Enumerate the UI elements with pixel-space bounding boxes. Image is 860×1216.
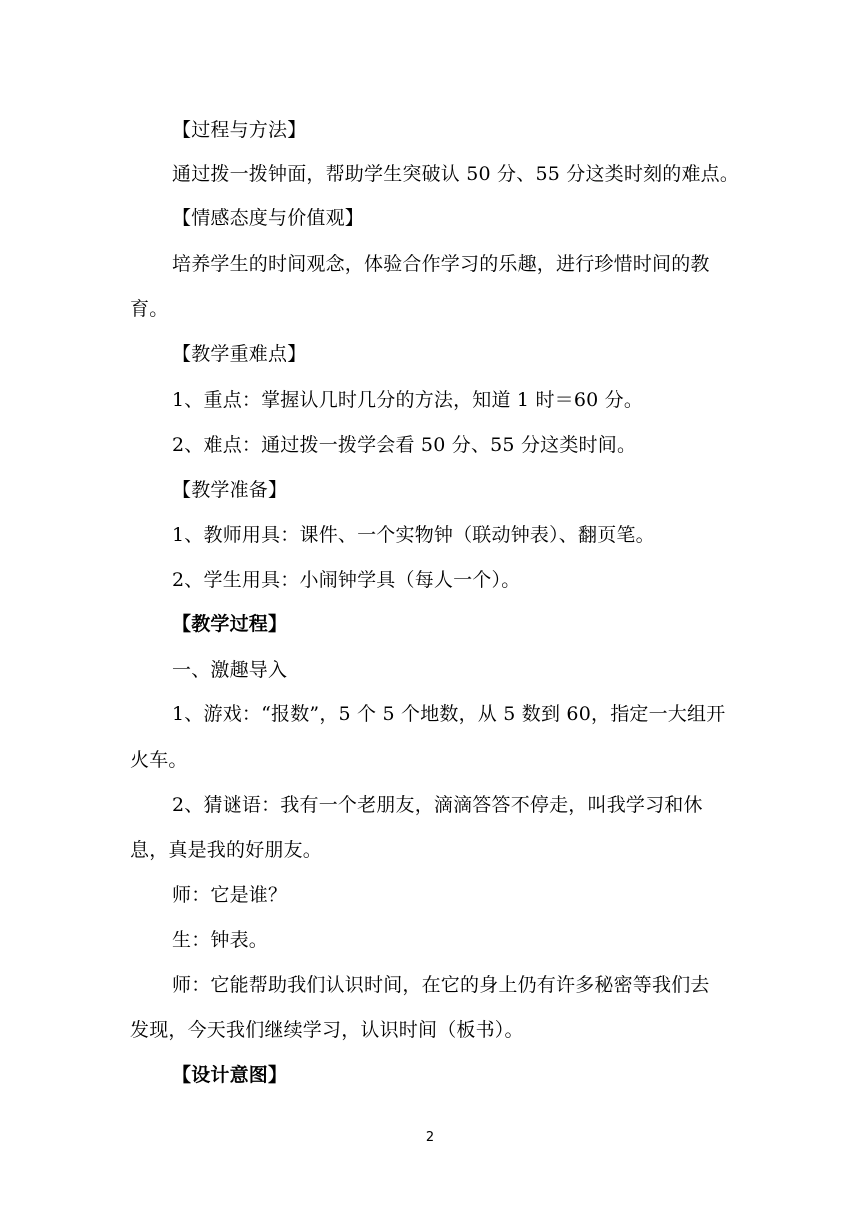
paragraph-line: 1、教师用具：课件、一个实物钟（联动钟表）、翻页笔。 [172, 524, 655, 546]
paragraph-line: 1、重点：掌握认几时几分的方法，知道 1 时＝60 分。 [172, 389, 644, 411]
heading-emotion-values: 【情感态度与价值观】 [172, 207, 365, 229]
paragraph-line: 息，真是我的好朋友。 [130, 839, 323, 861]
paragraph-line: 培养学生的时间观念，体验合作学习的乐趣，进行珍惜时间的教 [172, 253, 710, 275]
section-title: 一、激趣导入 [172, 659, 288, 681]
paragraph-line: 发现，今天我们继续学习，认识时间（板书）。 [130, 1019, 524, 1041]
heading-design-intent: 【设计意图】 [172, 1064, 288, 1086]
page-number: 2 [425, 1130, 435, 1145]
heading-key-difficulties: 【教学重难点】 [172, 343, 307, 365]
paragraph-line: 1、游戏：“报数”，5 个 5 个地数，从 5 数到 60，指定一大组开 [172, 703, 726, 725]
paragraph-line: 育。 [130, 298, 169, 320]
dialogue-line: 师：它是谁？ [172, 884, 288, 906]
paragraph-line: 火车。 [130, 749, 188, 771]
heading-process-method: 【过程与方法】 [172, 119, 307, 141]
paragraph-line: 通过拨一拨钟面，帮助学生突破认 50 分、55 分这类时刻的难点。 [172, 163, 740, 185]
heading-teaching-process: 【教学过程】 [172, 613, 288, 635]
paragraph-line: 2、难点：通过拨一拨学会看 50 分、55 分这类时间。 [172, 434, 637, 456]
dialogue-line: 师：它能帮助我们认识时间，在它的身上仍有许多秘密等我们去 [172, 974, 710, 996]
paragraph-line: 2、猜谜语：我有一个老朋友，滴滴答答不停走，叫我学习和休 [172, 794, 703, 816]
dialogue-line: 生：钟表。 [172, 929, 269, 951]
paragraph-line: 2、学生用具：小闹钟学具（每人一个）。 [172, 569, 521, 591]
heading-preparation: 【教学准备】 [172, 479, 288, 501]
